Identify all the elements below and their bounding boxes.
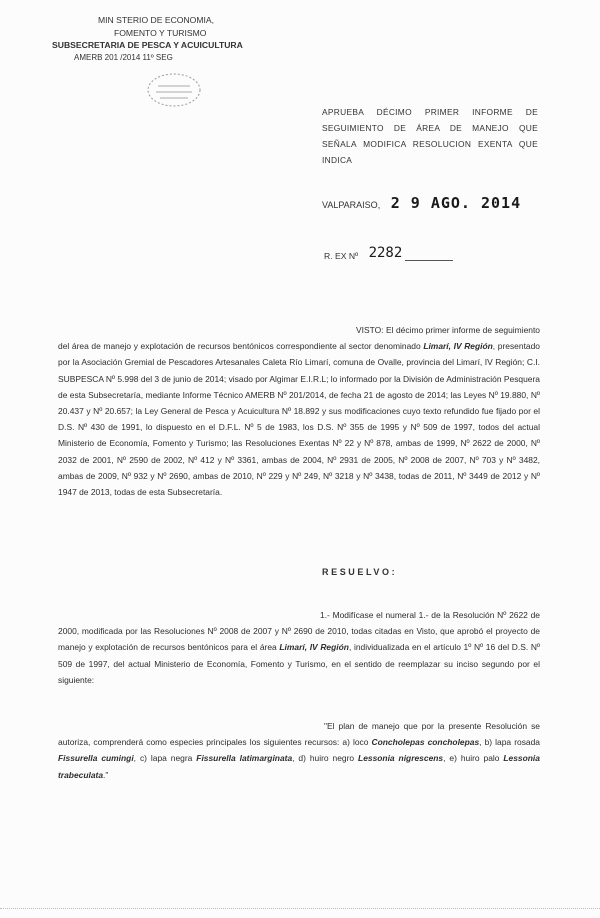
visto-text-2: , presentado por la Asociación Gremial de Pescadores Artesanales Caleta Río Limarí, comuna de Ovalle, provincia del Limarí, IV Región; C.I. SUBPESCA Nº 5.998 del 3 de junio de 2014; visado por Algimar E.I.R.L; lo informado por la División de Administración Pesquera de esta Subsecretaría, mediante Informe Técnico AMERB Nº 201/2014, de fecha 21 de agosto de 2014; las Leyes Nº 19.880, Nº 20.437 y Nº 20.657; la Ley General de Pesca y Acuicultura Nº 18.892 y sus modificaciones cuyo texto refundido fue fijado por el D.S. Nº 430 de 1991, lo dispuesto en el D.F.L. Nº 5 de 1983, los D.S. Nº 355 de 1995 y Nº 509 de 1997, todos del actual Ministerio de Economía, Fomento y Turismo; las Resoluciones Exentas Nº 22 y Nº 878, ambas de 1999, Nº 2622 de 2000, Nº 2032 de 2001, Nº 2590 de 2002, Nº 412 y Nº 3361, ambas de 2004, Nº 2931 de 2005, Nº 2008 de 2007, Nº 703 y Nº 3482, ambas de 2009, Nº 932 y Nº 2690, ambas de 2010, Nº 229 y Nº 249, Nº 3218 y Nº 3438, todas de 2011, Nº 3449 de 2012 y Nº 1947 de 2013, todas de esta Subsecretaría.: [58, 341, 540, 498]
resuelvo-heading: RESUELVO:: [322, 567, 398, 577]
species-1: Concholepas concholepas: [371, 737, 480, 748]
letterhead-ministry-2: FOMENTO Y TURISMO: [114, 27, 207, 38]
quote-text-1: "El plan de manejo que por la presente Resolución se autoriza, comprenderá como especies principales los siguientes recursos: a) loco: [58, 721, 540, 748]
species-3: Fissurella latimarginata: [196, 753, 293, 764]
date-line: [322, 194, 521, 212]
species-5: Lessonia trabeculata: [58, 753, 540, 780]
resolution-summary: APRUEBA DÉCIMO PRIMER INFORME DE SEGUIMIENTO DE ÁREA DE MANEJO QUE SEÑALA MODIFICA RESOLUCION EXENTA QUE INDICA: [322, 107, 538, 165]
stamp-seal-icon: [144, 70, 204, 110]
visto-paragraph: [58, 322, 540, 500]
visto-text-1: VISTO: El décimo primer informe de seguimiento del área de manejo y explotación de recursos bentónicos correspondiente al sector denominado: [58, 325, 540, 352]
page-footer-rule: [0, 908, 600, 911]
date-stamp: 2 9 AGO. 2014: [390, 194, 522, 212]
city-label: VALPARAISO,: [322, 200, 381, 210]
resolution-item-1: [58, 607, 540, 688]
rex-number: 2282: [368, 245, 403, 261]
quote-text-5: , e) huiro palo: [443, 753, 504, 764]
item1-text-1: 1.- Modifícase el numeral 1.- de la Resolución Nº 2622 de 2000, modificada por las Resoluciones Nº 2008 de 2007 y Nº 2690 de 2010, todas citadas en Visto, que aprobó el proyecto de manejo y explotación de recursos bentónicos para el área: [58, 610, 540, 653]
letterhead-subsecretaria: SUBSECRETARIA DE PESCA Y ACUICULTURA: [52, 40, 243, 50]
quote-text-6: .": [103, 769, 109, 780]
quote-text-3: , c) lapa negra: [133, 753, 197, 764]
letterhead-reference: AMERB 201 /2014 11º SEG: [74, 52, 173, 62]
item1-area: Limarí, IV Región: [279, 642, 349, 653]
letterhead: [52, 14, 243, 64]
resolution-number: [324, 245, 453, 261]
species-2: Fissurella cumingi: [58, 753, 134, 764]
species-4: Lessonia nigrescens: [358, 753, 444, 764]
item1-text-2: , individualizada en el artículo 1º Nº 16 del D.S. Nº 509 de 1997, del actual Ministerio de Economía, Fomento y Turismo, en el sentido de reemplazar su inciso segundo por el siguiente:: [58, 642, 540, 685]
letterhead-ministry: MIN STERIO DE ECONOMIA,: [98, 15, 215, 25]
rex-underline: [405, 260, 453, 261]
quoted-replacement-text: [58, 718, 540, 783]
quote-text-2: , b) lapa rosada: [479, 737, 540, 748]
visto-sector: Limarí, IV Región: [423, 341, 493, 352]
quote-text-4: , d) huiro negro: [292, 753, 359, 764]
rex-label: R. EX Nº: [324, 251, 359, 261]
